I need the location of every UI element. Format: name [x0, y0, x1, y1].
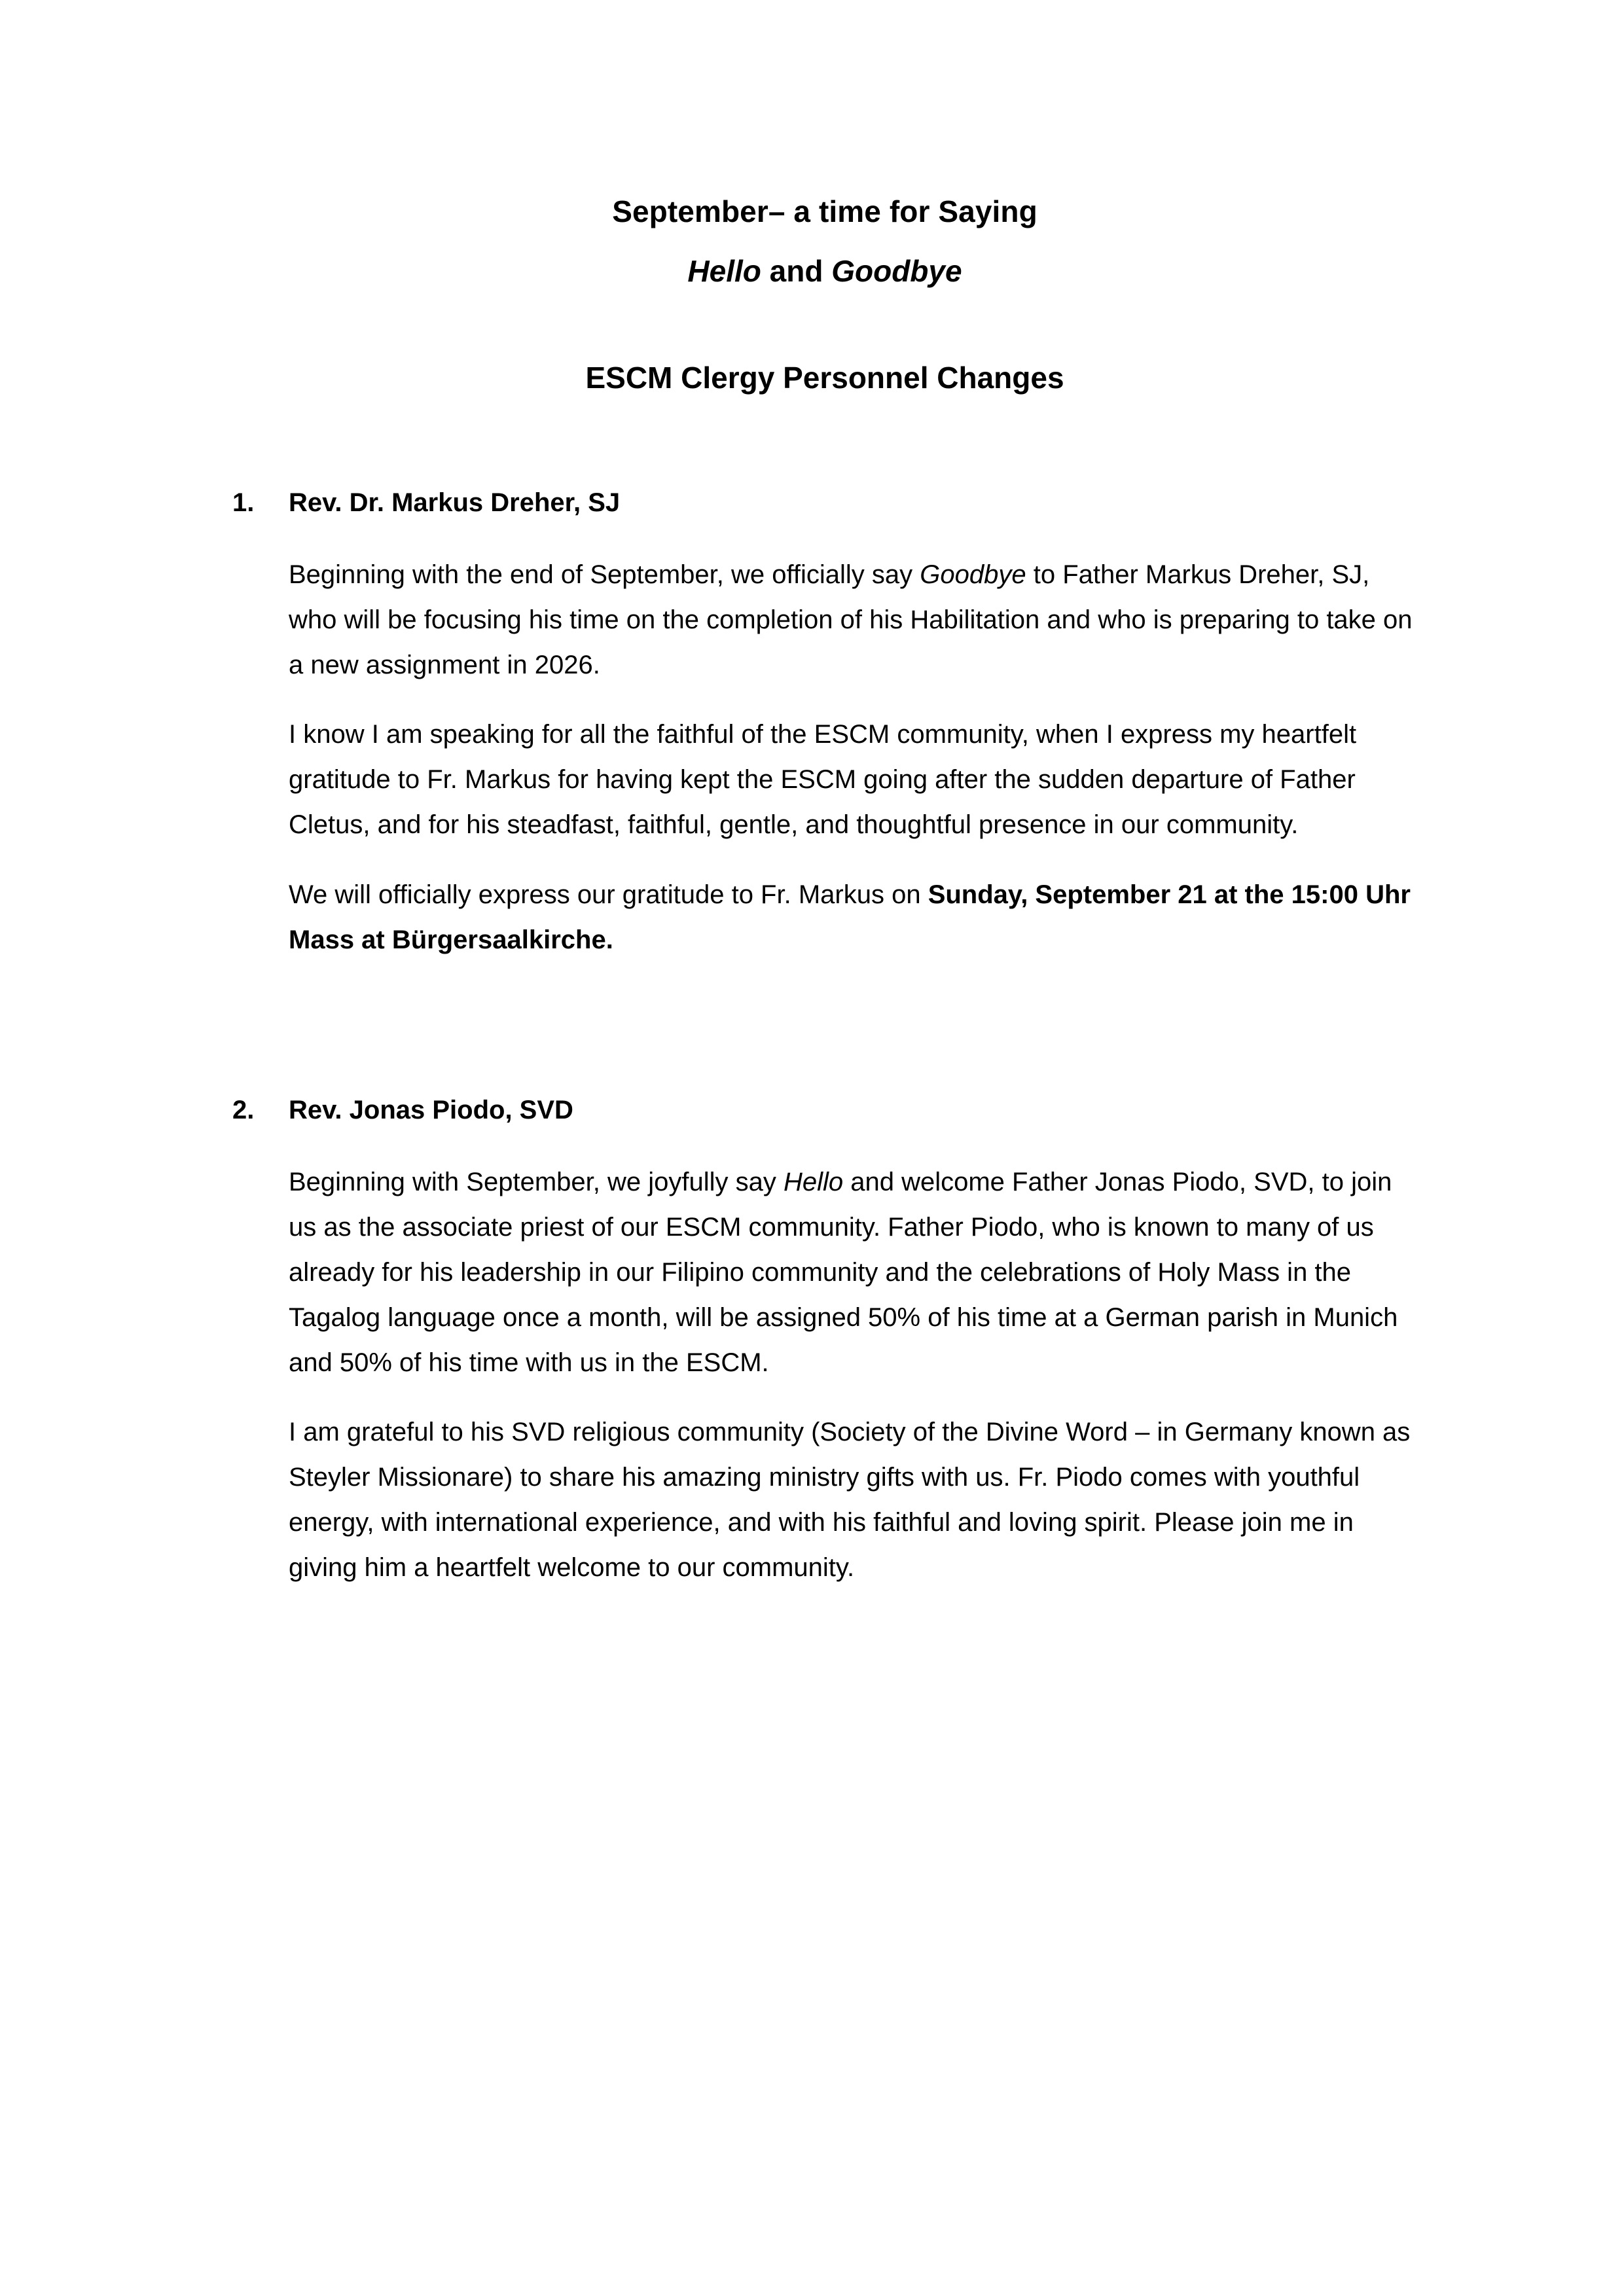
item-heading-jonas-piodo — [232, 1097, 1417, 1123]
mass-date-time-location: Sunday, September 21 at the 15:00 Uhr Mass at Bürgersaalkirche. — [289, 880, 1411, 954]
page-title: September– a time for Saying — [612, 194, 1038, 228]
emphasis-goodbye: Goodbye — [920, 560, 1026, 589]
section-title: ESCM Clergy Personnel Changes — [585, 361, 1064, 395]
paragraph-dreher-farewell — [289, 516, 1417, 687]
item-heading-label: Rev. Dr. Markus Dreher, SJ — [289, 488, 621, 517]
paragraph-text-part: Beginning with September, we joyfully say — [289, 1168, 784, 1197]
clergy-changes-list — [232, 393, 1417, 1590]
list-item — [232, 393, 1417, 962]
document-content — [232, 0, 1417, 1590]
paragraph-text-part: to Father Markus Dreher, SJ, who will be focusing his time on the completion of his Habilitation and who is preparing to take on a new assignment in 2026. — [289, 560, 1413, 679]
subtitle-word-hello: Hello — [687, 254, 761, 288]
item-body — [232, 516, 1417, 962]
subtitle-word-goodbye: Goodbye — [831, 254, 962, 288]
page-subtitle — [232, 226, 1417, 286]
item-number: 2. — [232, 1096, 255, 1125]
subtitle-connector: and — [761, 254, 832, 288]
paragraph-text-part: Beginning with the end of September, we officially say — [289, 560, 920, 589]
paragraph-dreher-mass-details — [289, 848, 1417, 963]
title-block — [232, 0, 1417, 286]
paragraph-dreher-gratitude: I know I am speaking for all the faithful of the ESCM community, when I express my heartfelt gratitude to Fr. Markus for having kept the ESCM going after the sudden departure of Father Cletus, and for his steadfast, faithful, gentle, and thoughtful presence in our community. — [289, 720, 1357, 839]
item-heading-markus-dreher — [232, 490, 1417, 516]
paragraph-piodo-gratitude: I am grateful to his SVD religious community (Society of the Divine Word – in Germany known as Steyler Missionare) to share his amazing ministry gifts with us. Fr. Piodo comes with youthful energy, with international experience, and with his faithful and loving spirit. Please join me in giving him a heartfelt welcome to our community. — [289, 1418, 1411, 1582]
paragraph-text-part: and welcome Father Jonas Piodo, SVD, to join us as the associate priest of our ESCM community. Father Piodo, who is known to many of us already for his leadership in our Filipino community and the celebrations of Holy Mass in the Tagalog language once a month, will be assigned 50% of his time at a German parish in Munich and 50% of his time with us in the ESCM. — [289, 1168, 1398, 1377]
list-item — [232, 962, 1417, 1590]
paragraph-text-part: We will officially express our gratitude to Fr. Markus on — [289, 880, 928, 909]
emphasis-hello: Hello — [783, 1168, 844, 1197]
item-number: 1. — [232, 488, 255, 517]
item-body — [232, 1123, 1417, 1590]
item-heading-label: Rev. Jonas Piodo, SVD — [289, 1096, 573, 1125]
paragraph-piodo-welcome — [289, 1123, 1417, 1385]
